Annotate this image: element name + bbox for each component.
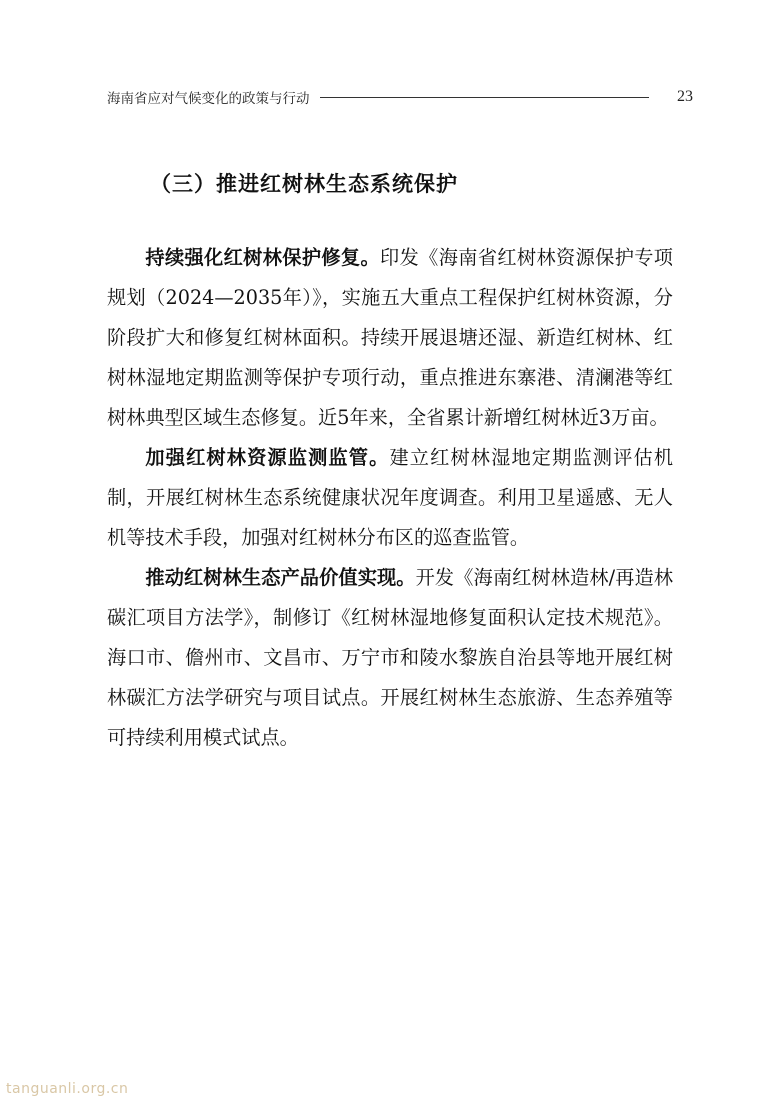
page-number: 23 (677, 88, 693, 105)
paragraph-body: 建立红树林湿地定期监测评估机制，开展红树林生态系统健康状况年度调查。利用卫星遥感、无人机等技术手段，加强对红树林分布区的巡查监管。 (107, 446, 674, 549)
running-header-title: 海南省应对气候变化的政策与行动 (107, 91, 310, 107)
paragraph-body: 开发《海南红树林造林/再造林碳汇项目方法学》，制修订《红树林湿地修复面积认定技术规范》。海口市、儋州市、文昌市、万宁市和陵水黎族自治县等地开展红树林碳汇方法学研究与项目试点。开展红树林生态旅游、生态养殖等可持续利用模式试点。 (107, 566, 674, 749)
section-heading: （三）推进红树林生态系统保护 (150, 172, 458, 196)
paragraph-lead: 推动红树林生态产品价值实现。 (145, 566, 416, 589)
paragraph-lead: 持续强化红树林保护修复。 (145, 246, 381, 269)
paragraph-mangrove-restoration (107, 238, 673, 438)
body-text (107, 238, 673, 758)
paragraph-body: 印发《海南省红树林资源保护专项规划（2024—2035年）》，实施五大重点工程保护红树林资源，分阶段扩大和修复红树林面积。持续开展退塘还湿、新造红树林、红树林湿地定期监测等保护专项行动，重点推进东寨港、清澜港等红树林典型区域生态修复。近5年来，全省累计新增红树林近3万亩。 (107, 246, 673, 429)
header-divider (320, 97, 650, 98)
site-watermark: tanguanli.org.cn (6, 1081, 129, 1097)
paragraph-lead: 加强红树林资源监测监管。 (145, 446, 390, 469)
paragraph-mangrove-monitoring (107, 438, 673, 558)
running-header (107, 84, 693, 110)
paragraph-mangrove-value (107, 558, 673, 758)
